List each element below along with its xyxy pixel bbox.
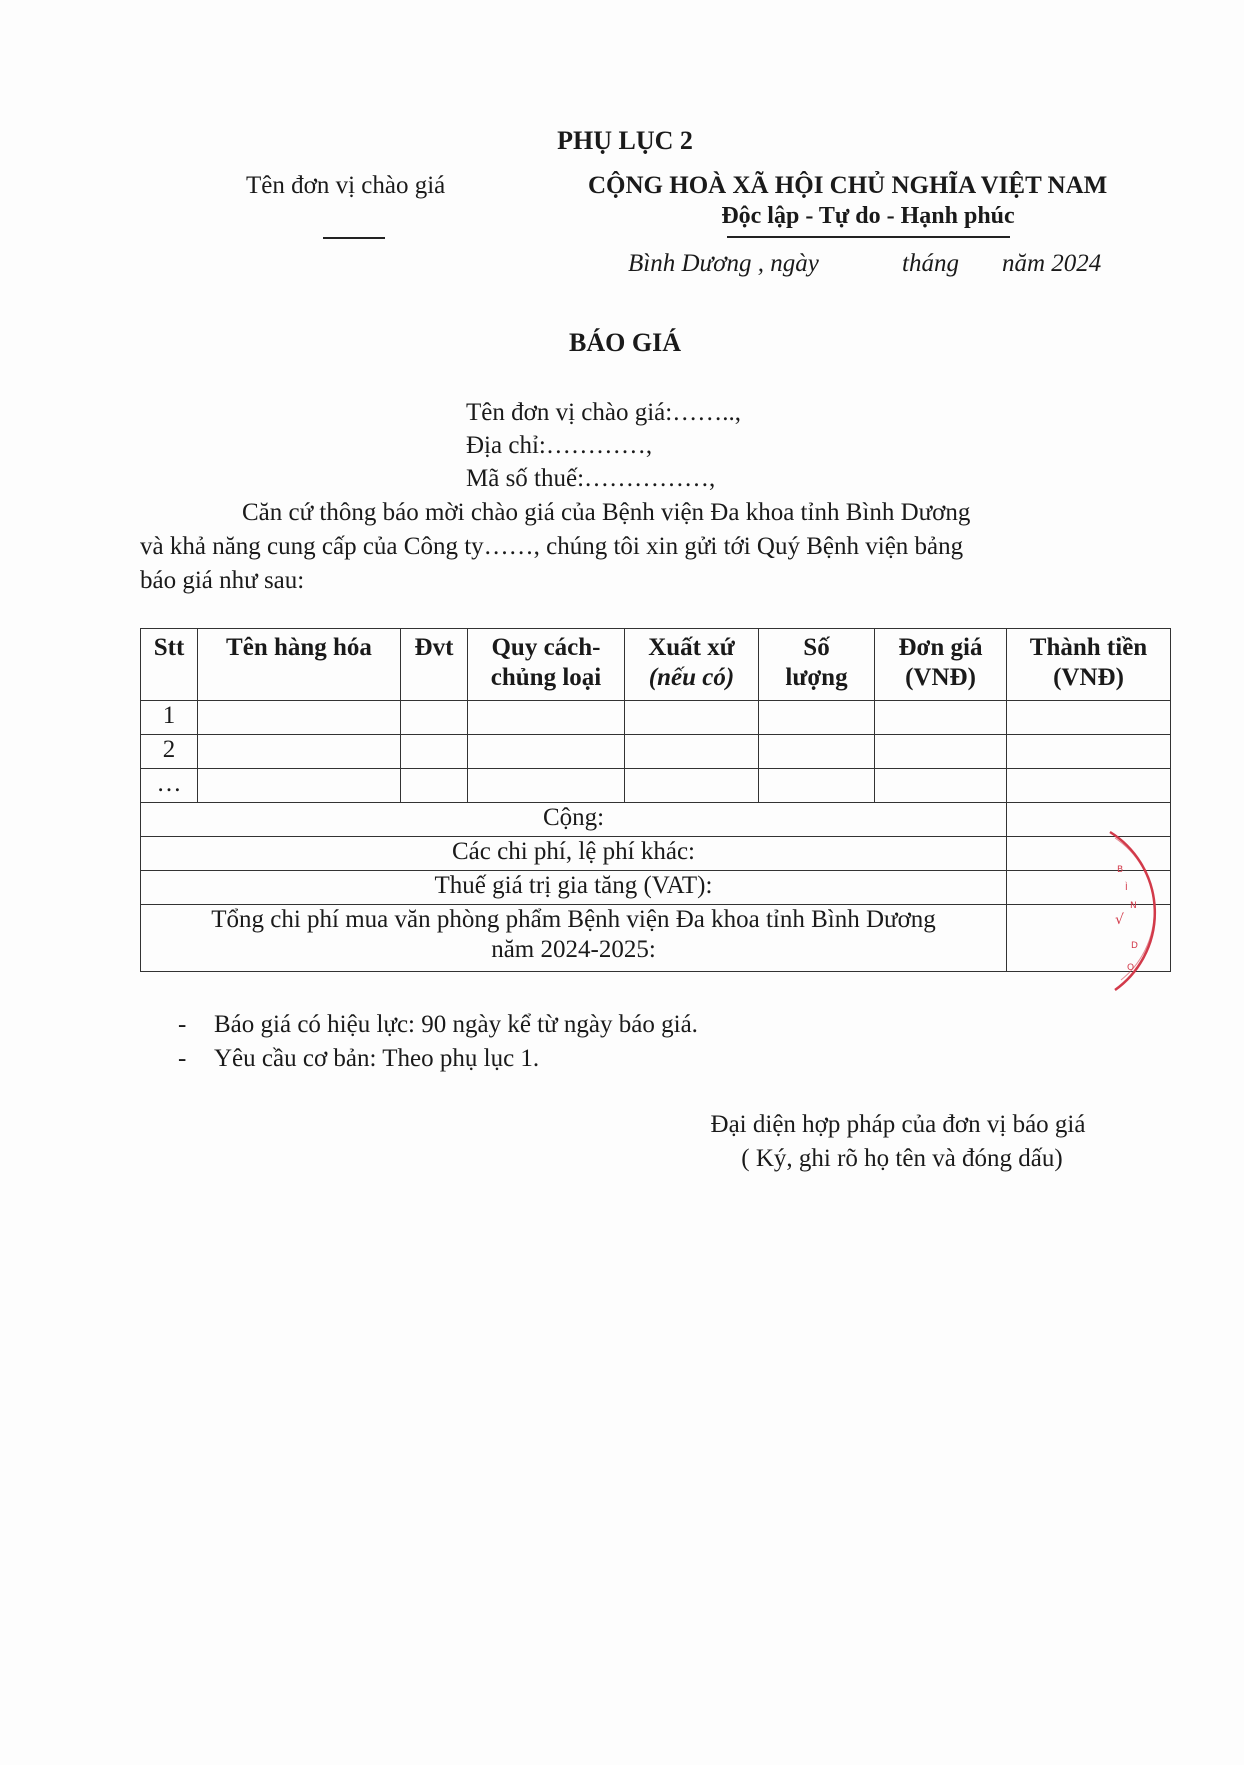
red-stamp-icon xyxy=(1085,820,1175,1000)
note-validity: Báo giá có hiệu lực: 90 ngày kể từ ngày báo giá. xyxy=(214,1011,698,1038)
intro-line-2: và khả năng cung cấp của Công ty……, chúng tôi xin gửi tới Quý Bệnh viện bảng xyxy=(140,533,964,560)
signature-title: Đại diện hợp pháp của đơn vị báo giá xyxy=(710,1111,1086,1138)
row-stt: 1 xyxy=(141,701,198,735)
header-unit: Đvt xyxy=(401,629,468,701)
quote-table xyxy=(140,628,1171,972)
field-address: Địa chỉ:…………, xyxy=(466,432,653,459)
svg-text:D: D xyxy=(1131,941,1138,951)
signature-instruction: ( Ký, ghi rõ họ tên và đóng dấu) xyxy=(741,1145,1063,1172)
field-tax-code: Mã số thuế:……………, xyxy=(466,465,716,492)
svg-text:O: O xyxy=(1127,963,1135,973)
motto: Độc lập - Tự do - Hạnh phúc xyxy=(721,203,1015,229)
row-stt: … xyxy=(141,769,198,803)
summary-label: Các chi phí, lệ phí khác: xyxy=(141,837,1007,871)
header-amount: Thành tiền (VNĐ) xyxy=(1007,629,1171,701)
svg-text:N: N xyxy=(1130,901,1137,911)
svg-text:√: √ xyxy=(1115,912,1124,928)
intro-line-1: Căn cứ thông báo mời chào giá của Bệnh viện Đa khoa tỉnh Bình Dương xyxy=(242,499,971,526)
table-row xyxy=(141,769,1171,803)
header-stt: Stt xyxy=(141,629,198,701)
unit-label: Tên đơn vị chào giá xyxy=(246,172,446,199)
intro-line-3: báo giá như sau: xyxy=(140,567,305,594)
table-header-row xyxy=(141,629,1171,701)
note-bullet: - xyxy=(178,1045,187,1072)
header-quantity: Số lượng xyxy=(759,629,875,701)
summary-row-grand-total xyxy=(141,905,1171,972)
grand-total-label: Tổng chi phí mua văn phòng phẩm Bệnh viện Đa khoa tỉnh Bình Dương năm 2024-2025: xyxy=(141,905,1007,972)
unit-underline xyxy=(323,237,385,239)
date-month: tháng xyxy=(902,250,959,277)
date-year: năm 2024 xyxy=(1002,250,1102,277)
summary-row-vat xyxy=(141,871,1171,905)
date-place: Bình Dương , ngày xyxy=(628,250,819,277)
row-stt: 2 xyxy=(141,735,198,769)
summary-label: Cộng: xyxy=(141,803,1007,837)
field-unit-name: Tên đơn vị chào giá:…….., xyxy=(466,399,741,426)
national-title: CỘNG HOÀ XÃ HỘI CHỦ NGHĨA VIỆT NAM xyxy=(588,172,1108,199)
summary-row-other-fees xyxy=(141,837,1171,871)
table-row xyxy=(141,735,1171,769)
svg-text:B: B xyxy=(1117,865,1124,875)
header-origin: Xuất xứ (nếu có) xyxy=(625,629,759,701)
summary-row-total xyxy=(141,803,1171,837)
motto-underline xyxy=(727,236,1010,238)
note-bullet: - xyxy=(178,1011,187,1038)
header-spec: Quy cách- chủng loại xyxy=(468,629,625,701)
summary-label: Thuế giá trị gia tăng (VAT): xyxy=(141,871,1007,905)
doc-title: BÁO GIÁ xyxy=(569,328,681,357)
header-item-name: Tên hàng hóa xyxy=(198,629,401,701)
header-unit-price: Đơn giá (VNĐ) xyxy=(875,629,1007,701)
svg-text:Ì: Ì xyxy=(1125,883,1128,893)
appendix-title: PHỤ LỤC 2 xyxy=(557,126,693,155)
note-requirement: Yêu cầu cơ bản: Theo phụ lục 1. xyxy=(214,1045,540,1072)
table-row xyxy=(141,701,1171,735)
